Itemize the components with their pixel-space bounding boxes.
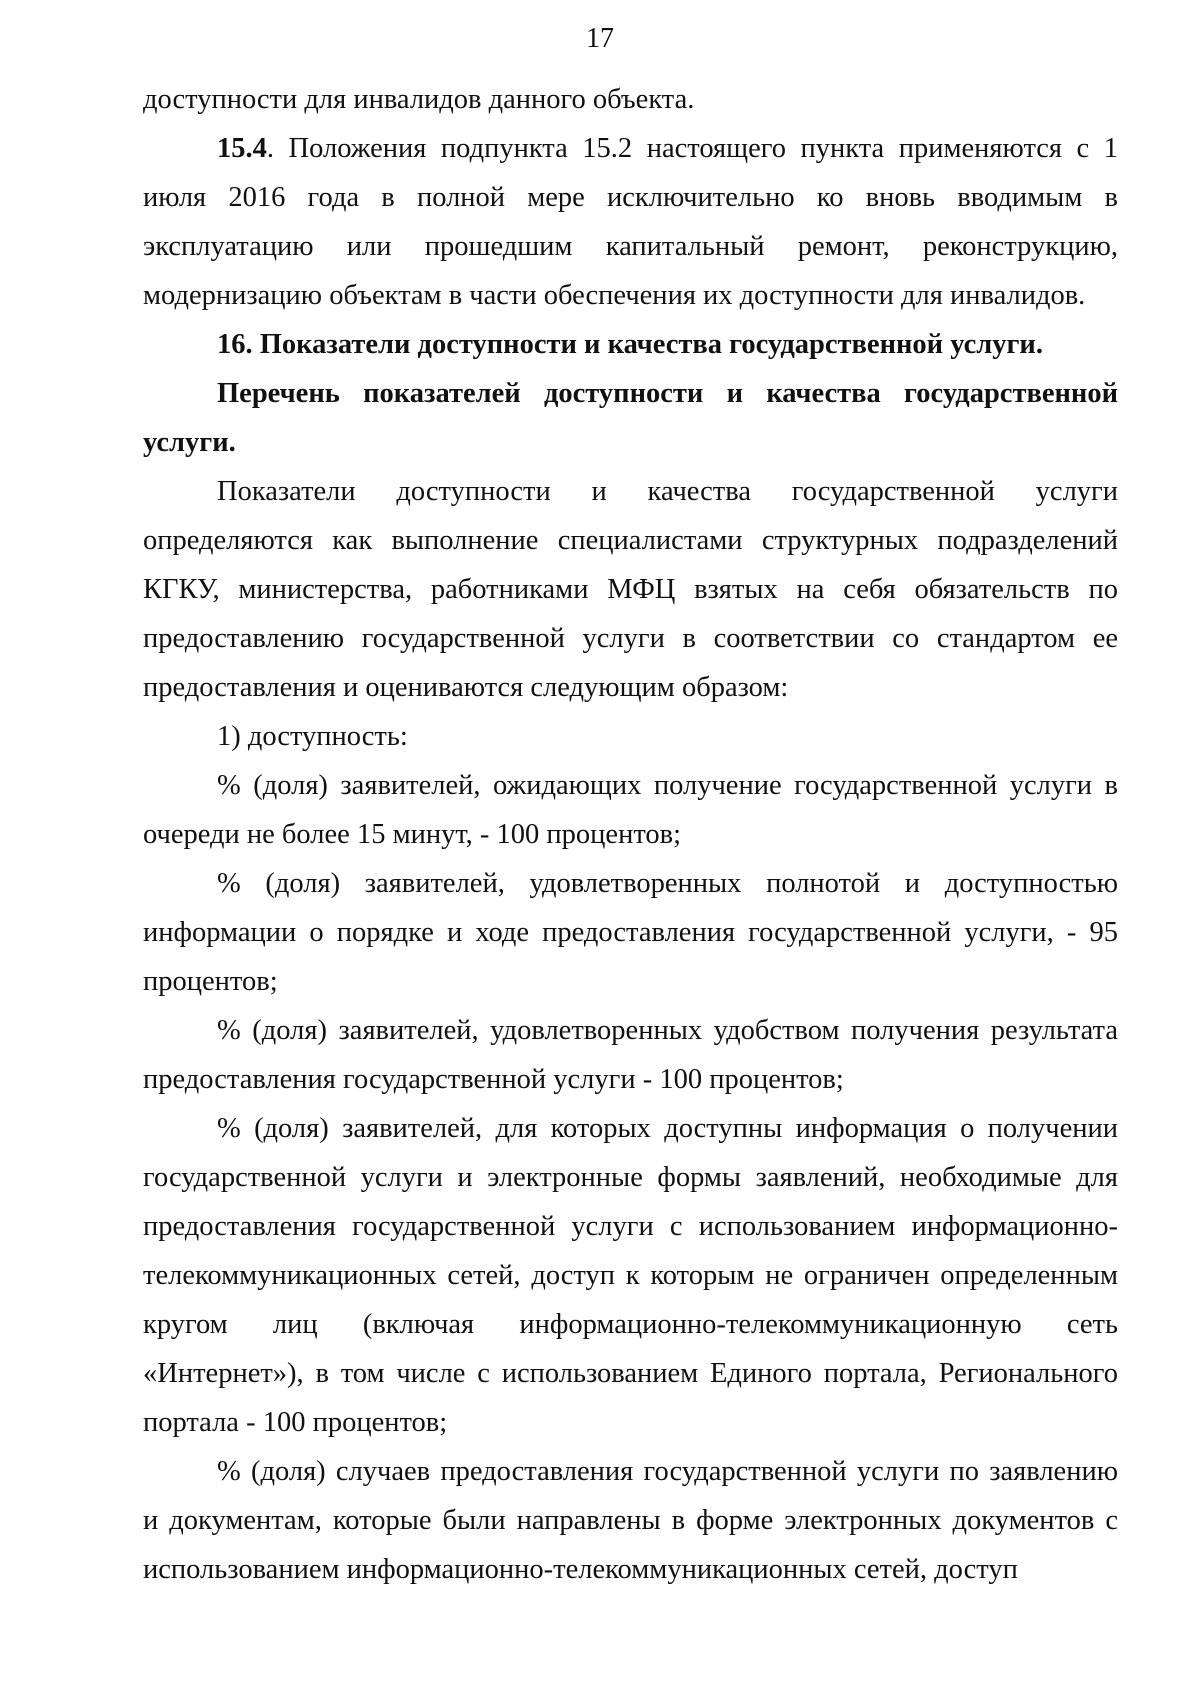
clause-number: 15.4: [217, 133, 267, 164]
indicator-electronic-documents: % (доля) случаев предоставления государственной услуги по заявлению и документам, которые были направлены в форме электронных документов с использованием информационно-телекоммуникационных сетей, доступ: [143, 1456, 1118, 1585]
indicator-result-convenience: % (доля) заявителей, удовлетворенных удобством получения результата предоставления государственной услуги - 100 процентов;: [143, 1015, 1118, 1095]
section-16-heading: 16. Показатели доступности и качества государственной услуги.: [217, 329, 1043, 360]
paragraph-indicators-intro: Показатели доступности и качества государственной услуги определяются как выполнение специалистами структурных подразделений КГКУ, министерства, работниками МФЦ взятых на себя обязательств по предоставлению государственной услуги в соответствии со стандартом ее предоставления и оцениваются следующим образом:: [143, 476, 1118, 703]
list-item-accessibility: 1) доступность:: [217, 721, 408, 752]
clause-text: . Положения подпункта 15.2 настоящего пункта применяются с 1 июля 2016 года в полной мере исключительно ко вновь вводимым в эксплуатацию или прошедшим капитальный ремонт, реконструкцию, модернизацию объектам в части обеспечения их доступности для инвалидов.: [143, 133, 1118, 311]
page-number: 17: [586, 23, 614, 54]
section-16-subheading: Перечень показателей доступности и качества государственной услуги.: [143, 378, 1118, 458]
indicator-queue-wait: % (доля) заявителей, ожидающих получение государственной услуги в очереди не более 15 минут, - 100 процентов;: [143, 770, 1118, 850]
indicator-electronic-forms: % (доля) заявителей, для которых доступны информация о получении государственной услуги и электронные формы заявлений, необходимые для предоставления государственной услуги с использованием информационно-телекоммуникационных сетей, доступ к которым не ограничен определенным кругом лиц (включая информационно-телекоммуникационную сеть «Интернет»), в том числе с использованием Единого портала, Регионального портала - 100 процентов;: [143, 1113, 1118, 1438]
paragraph-15-4: [143, 124, 1118, 320]
document-body: [143, 75, 1118, 1594]
paragraph-continuation: доступности для инвалидов данного объекта.: [143, 84, 695, 115]
indicator-information-satisfaction: % (доля) заявителей, удовлетворенных полнотой и доступностью информации о порядке и ходе предоставления государственной услуги, - 95 процентов;: [143, 868, 1118, 997]
